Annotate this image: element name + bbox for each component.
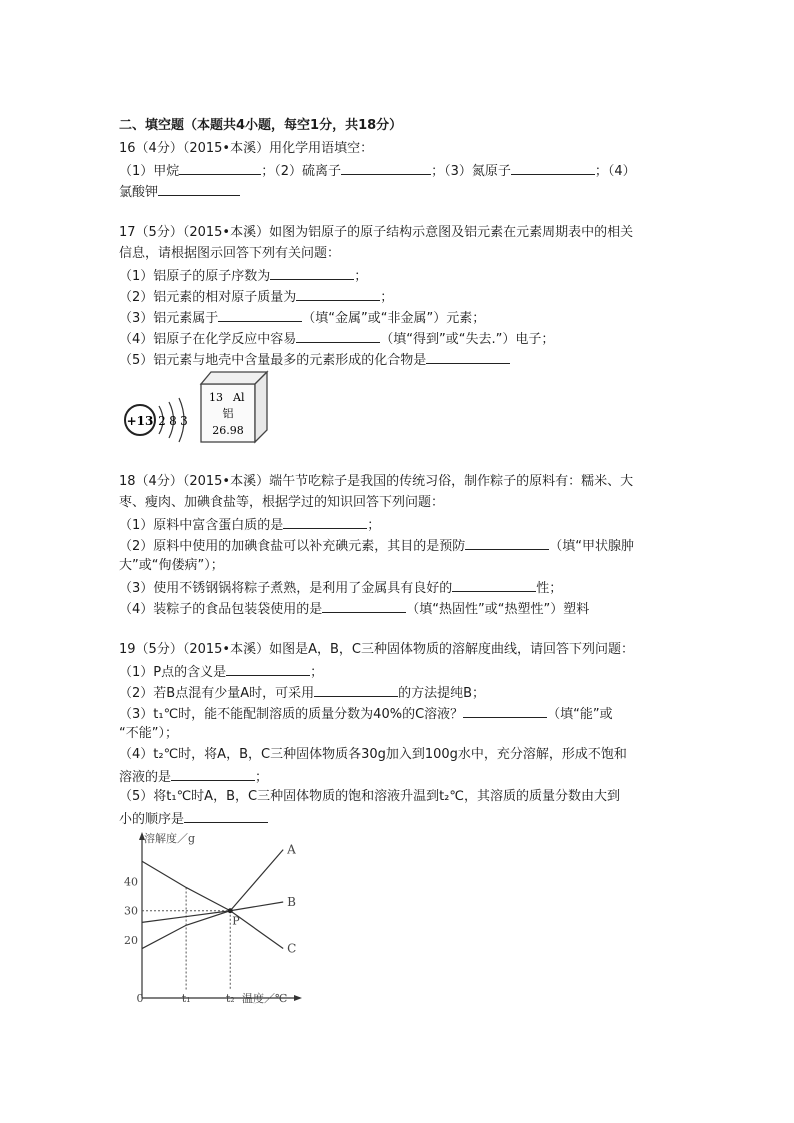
q19-item-4-cont xyxy=(119,767,268,787)
answer-blank[interactable] xyxy=(179,161,261,175)
q19-item-3 xyxy=(119,704,613,724)
semicolon: ； xyxy=(367,518,381,533)
y-tick-label: 40 xyxy=(124,875,138,889)
answer-blank[interactable] xyxy=(296,329,380,343)
semicolon: ； xyxy=(255,770,269,785)
q16-text-5: 氯酸钾 xyxy=(119,185,159,200)
q16-text-4: ；（4） xyxy=(594,164,636,179)
q19-item-1 xyxy=(119,662,323,682)
q18-item-1 xyxy=(119,515,380,535)
periodic-cell xyxy=(201,372,267,442)
answer-blank[interactable] xyxy=(270,266,354,280)
q16-line2 xyxy=(119,182,240,202)
q19-item-3-hint: （填“能”或 xyxy=(547,707,613,722)
q16-text-2: ；（2）硫离子 xyxy=(261,164,342,179)
q17-item-4 xyxy=(119,329,554,349)
q19-item-5-cont xyxy=(119,809,268,829)
series-label-C: C xyxy=(287,941,297,956)
q19-item-2-hint: 的方法提纯B； xyxy=(398,686,486,701)
x-axis-arrow xyxy=(294,995,302,1001)
q16-text-1: （1）甲烷 xyxy=(119,164,180,179)
q17-item-3 xyxy=(119,308,485,328)
q19-item-3-text: （3）t₁℃时，能不能配制溶质的质量分数为40%的C溶液？ xyxy=(119,707,464,722)
aluminum-figure xyxy=(117,368,277,452)
answer-blank[interactable] xyxy=(184,809,268,823)
series-line-B xyxy=(142,902,283,922)
q17-item-2 xyxy=(119,287,393,307)
q19-item-1-text: （1）P点的含义是 xyxy=(119,665,227,680)
answer-blank[interactable] xyxy=(426,350,510,364)
q19-stem: 19（5分）（2015•本溪）如图是A，B，C三种固体物质的溶解度曲线，请回答下列问题： xyxy=(119,642,634,657)
q18-item-3-text: （3）使用不锈钢锅将粽子煮熟，是利用了金属具有良好的 xyxy=(119,581,453,596)
shell-count-3: 3 xyxy=(180,414,188,428)
q18-item-3 xyxy=(119,578,562,598)
answer-blank[interactable] xyxy=(218,308,302,322)
x-tick-label: 0 xyxy=(136,992,144,1005)
q19-item-2 xyxy=(119,683,485,703)
nucleus-charge: +13 xyxy=(126,414,154,428)
q17-item-3-hint: （填“金属”或“非金属”）元素； xyxy=(302,311,486,326)
shell-count-1: 2 xyxy=(158,414,166,428)
answer-blank[interactable] xyxy=(283,515,367,529)
cell-atomic-number: 13 xyxy=(209,391,223,404)
q17-stem-1: 17（5分）（2015•本溪）如图为铝原子的原子结构示意图及铝元素在元素周期表中的相关 xyxy=(119,225,634,240)
q18-item-2-text: （2）原料中使用的加碘食盐可以补充碘元素，其目的是预防 xyxy=(119,539,466,554)
q19-item-5-text: 小的顺序是 xyxy=(119,812,185,827)
q17-item-4-hint: （填“得到”或“失去.”）电子； xyxy=(380,332,555,347)
answer-blank[interactable] xyxy=(158,182,240,196)
y-tick-label: 20 xyxy=(124,933,138,947)
section-title: 二、填空题（本题共4小题，每空1分，共18分） xyxy=(119,118,403,133)
point-p-label: P xyxy=(232,914,240,928)
answer-blank[interactable] xyxy=(322,599,406,613)
q18-item-3-hint: 性； xyxy=(536,581,563,596)
q19-item-2-text: （2）若B点混有少量A时，可采用 xyxy=(119,686,315,701)
q18-item-4 xyxy=(119,599,589,619)
cell-element-name: 铝 xyxy=(222,407,234,420)
x-tick-label: t₁ xyxy=(181,992,191,1005)
q17-item-5-text: （5）铝元素与地壳中含量最多的元素形成的化合物是 xyxy=(119,353,427,368)
x-tick-label: t₂ xyxy=(225,992,235,1005)
q17-item-1 xyxy=(119,266,367,286)
q18-stem-1: 18（4分）（2015•本溪）端午节吃粽子是我国的传统习俗，制作粽子的原料有：糯米、大 xyxy=(119,474,634,489)
point-p xyxy=(228,908,233,913)
answer-blank[interactable] xyxy=(465,536,549,550)
q18-item-1-text: （1）原料中富含蛋白质的是 xyxy=(119,518,284,533)
q18-item-2-hint: （填“甲状腺肿 xyxy=(549,539,635,554)
answer-blank[interactable] xyxy=(296,287,380,301)
q17-item-1-text: （1）铝原子的原子序数为 xyxy=(119,269,271,284)
q17-item-4-text: （4）铝原子在化学反应中容易 xyxy=(119,332,297,347)
answer-blank[interactable] xyxy=(452,578,536,592)
q18-item-4-text: （4）装粽子的食品包装袋使用的是 xyxy=(119,602,323,617)
semicolon: ； xyxy=(310,665,324,680)
y-axis-label: 溶解度／g xyxy=(144,832,196,845)
q18-item-2 xyxy=(119,536,634,556)
answer-blank[interactable] xyxy=(226,662,310,676)
answer-blank[interactable] xyxy=(171,767,255,781)
q17-stem-2: 信息，请根据图示回答下列有关问题： xyxy=(119,246,341,261)
semicolon: ； xyxy=(354,269,368,284)
q18-stem-2: 枣、瘦肉、加碘食盐等，根据学过的知识回答下列问题： xyxy=(119,495,445,510)
cell-atomic-mass: 26.98 xyxy=(212,424,244,437)
q19-item-5: （5）将t₁℃时A，B，C三种固体物质的饱和溶液升温到t₂℃，其溶质的质量分数由大到 xyxy=(119,789,620,804)
answer-blank[interactable] xyxy=(341,161,431,175)
q16-line1 xyxy=(119,161,636,181)
q16-stem: 16（4分）（2015•本溪）用化学用语填空： xyxy=(119,141,374,156)
x-axis-label: 温度／℃ xyxy=(242,992,288,1005)
cell-symbol: Al xyxy=(233,391,245,404)
y-tick-label: 30 xyxy=(124,904,138,918)
semicolon: ； xyxy=(380,290,394,305)
answer-blank[interactable] xyxy=(511,161,595,175)
q17-item-2-text: （2）铝元素的相对原子质量为 xyxy=(119,290,297,305)
q17-item-5 xyxy=(119,350,510,370)
shell-count-2: 8 xyxy=(169,414,177,428)
solubility-chart xyxy=(112,828,302,1008)
q17-item-3-text: （3）铝元素属于 xyxy=(119,311,219,326)
q19-item-3-cont: “不能”）； xyxy=(119,726,178,741)
q18-item-4-hint: （填“热固性”或“热塑性”）塑料 xyxy=(406,602,590,617)
series-label-A: A xyxy=(287,842,296,857)
q18-item-2-cont: 大”或“佝偻病”）； xyxy=(119,558,224,573)
q19-item-4-text: 溶液的是 xyxy=(119,770,172,785)
series-label-B: B xyxy=(287,895,297,909)
answer-blank[interactable] xyxy=(463,704,547,718)
answer-blank[interactable] xyxy=(314,683,398,697)
q16-text-3: ；（3）氮原子 xyxy=(431,164,511,179)
q19-item-4: （4）t₂℃时，将A，B，C三种固体物质各30g加入到100g水中，充分溶解，形成不饱和 xyxy=(119,747,627,762)
